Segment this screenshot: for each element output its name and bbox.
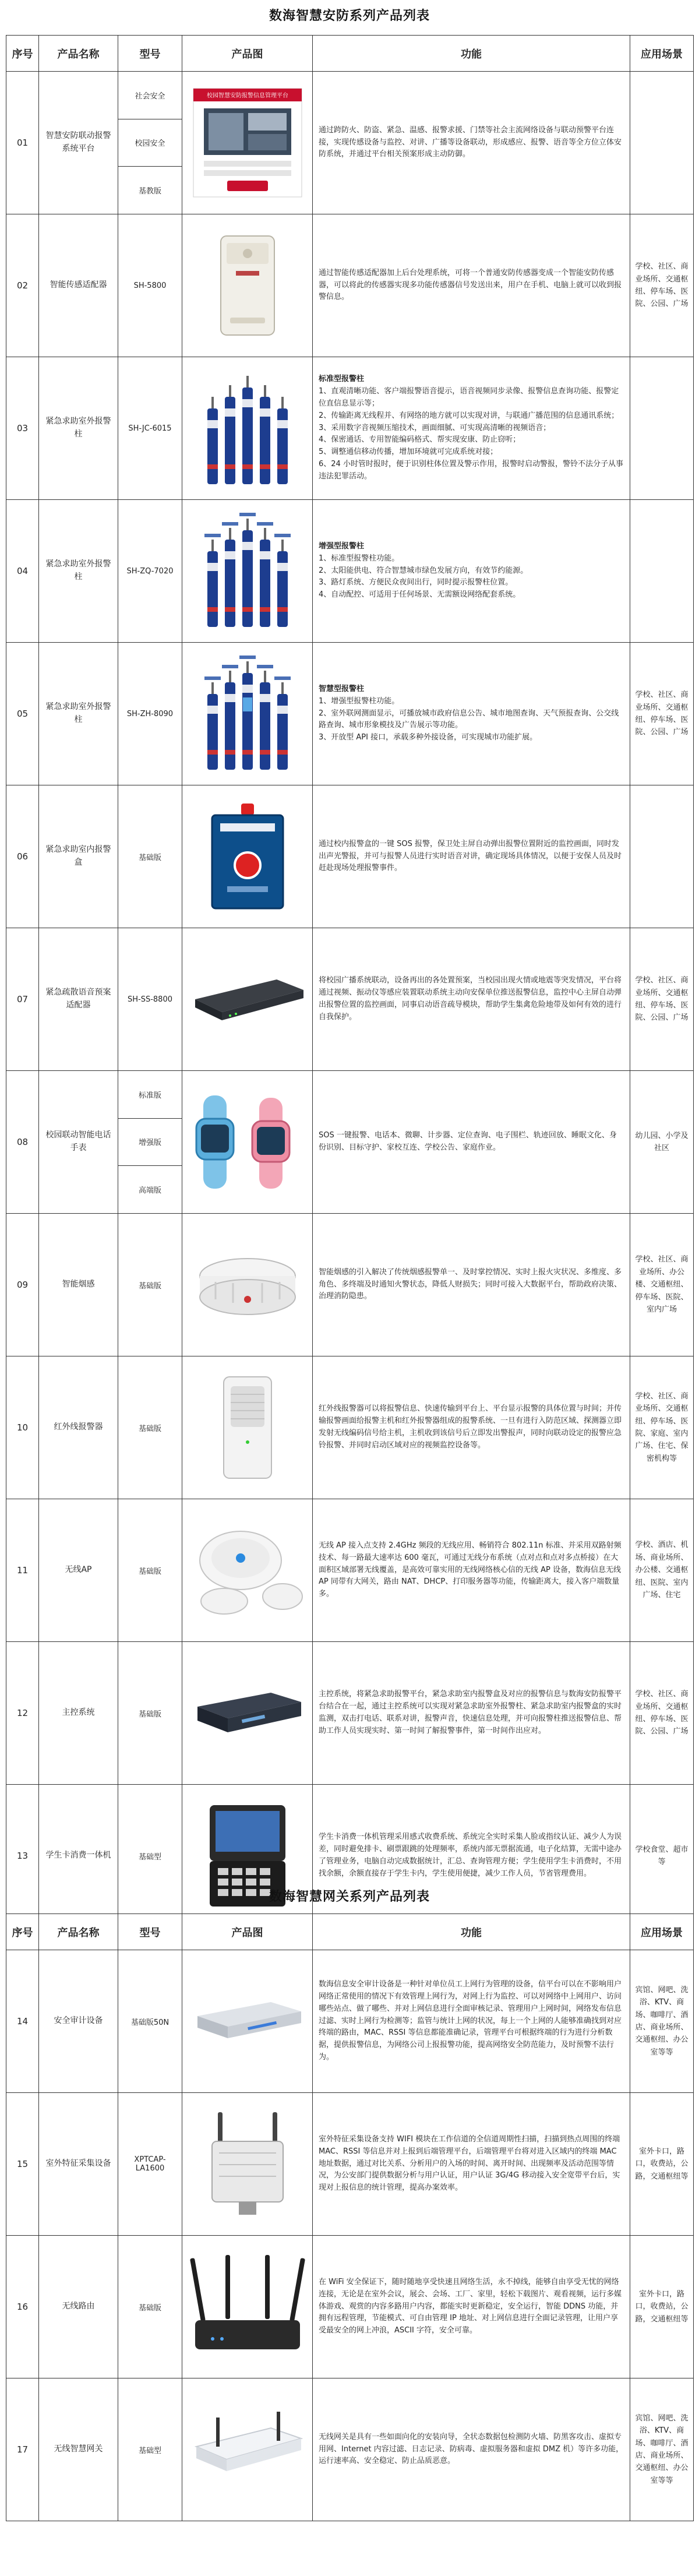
row-number: 01 (6, 72, 39, 214)
function-title: 标准型报警柱 (319, 375, 365, 384)
application-scene (630, 357, 694, 500)
product-model: 基础版 (118, 1356, 182, 1499)
product-model: 基础版 (118, 1499, 182, 1642)
product-model (118, 72, 182, 214)
header-scene: 应用场景 (630, 1914, 694, 1950)
function-line: SOS 一键报警、电话本、微聊、计步器、定位查询、电子围栏、轨迹回放、睡眠文化、身份识别、目标守护、家校互连、学校公告、家庭作业。 (319, 1131, 617, 1152)
product-name: 紧急求助室外报警柱 (39, 643, 118, 785)
product-function (313, 1214, 630, 1356)
function-line: 主控系统，将紧急求助报警平台，紧急求助室内报警盒及对应的报警信息与数海安防报警平台结合在一起，通过主控系统可以实现对紧急求助室外报警柱、紧急求助室内报警盒的实时监测，双击打电话、联系对讲，报警声音，快速信息处理，并可向报警柱推送报警信息、帮助工作人员实现实时、第一时间了解报警事件，第一时间作出应对。 (319, 1690, 622, 1735)
product-function (313, 1642, 630, 1785)
platform-screen-icon (188, 87, 306, 198)
wireless-ap-icon (188, 1521, 306, 1620)
product-name: 无线AP (39, 1499, 118, 1642)
platform-image-caption: 校园智慧安防报警信息管理平台 (206, 93, 288, 99)
function-line: 5、调整通信移动传播，增加环境就可完成系统对接； (319, 447, 498, 457)
product-image (182, 643, 313, 785)
header-model: 型号 (118, 1914, 182, 1950)
table-row (6, 1950, 694, 2093)
row-number: 02 (6, 214, 39, 357)
table-row (6, 2093, 694, 2236)
header-image: 产品图 (182, 1914, 313, 1950)
row-number: 03 (6, 357, 39, 500)
indoor-alarm-box-icon (188, 801, 306, 912)
product-model: 基础版 (118, 1642, 182, 1785)
application-scene (630, 785, 694, 928)
product-model: XPTCAP-LA1600 (118, 2093, 182, 2236)
product-image (182, 357, 313, 500)
model-variant: 高端版 (138, 1186, 161, 1195)
table-row (6, 1356, 694, 1499)
row-number: 11 (6, 1499, 39, 1642)
function-line: 1、直观清晰功能、客户端报警语音提示，语音视频同步录像、报警信息查询功能、报警定位直信息显示等； (319, 387, 619, 408)
function-line: 通过智能传感适配器加上后台处理系统，可将一个普通安防传感器变成一个智能安防传感器，可以将此的传感器实现多功能传感器信号发送出来，用户在手机、电脑上就可以收到报警信息。 (319, 268, 622, 302)
function-line: 学生卡消费一体机管理采用感式收费系统、系统完全实时采集人脸或指纹认证、减少人为误差，同时避免排卡、刷票跟跳的处理频率，系统内部无票据流通，电子化结算，无需中途办了管理业务，电脑自动完成数据统计，汇总、查询管理方便；学生使用学生卡消费时，不用找余额，余额直接存于学生卡内，学生使用便捷，减少工作人员，节省管理费用。 (319, 1833, 622, 1878)
product-function (313, 928, 630, 1071)
model-variant: 校园安全 (118, 119, 182, 167)
product-image (182, 2378, 313, 2521)
function-line: 3、路灯系统、方便民众夜间出行，同时提示报警柱位置。 (319, 578, 513, 587)
product-model: 基础版 (118, 1214, 182, 1356)
model-variant: 基教版 (138, 186, 161, 196)
application-scene: 学校、社区、商业场所、办公楼、交通枢纽、停车场、医院、室内广场 (630, 1214, 694, 1356)
product-image (182, 928, 313, 1071)
smart-pillar-icon (188, 656, 306, 772)
product-image (182, 500, 313, 643)
product-name: 学生卡消费一体机 (39, 1785, 118, 1927)
product-name: 安全审计设备 (39, 1950, 118, 2093)
product-model: SH-ZH-8090 (118, 643, 182, 785)
header-model: 型号 (118, 36, 182, 72)
product-model: 基础型 (118, 1785, 182, 1927)
application-scene (630, 72, 694, 214)
wireless-gateway-icon (188, 2406, 306, 2493)
product-image (182, 1071, 313, 1214)
product-name: 室外特征采集设备 (39, 2093, 118, 2236)
row-number: 04 (6, 500, 39, 643)
product-function (313, 643, 630, 785)
product-image (182, 1950, 313, 2093)
function-line: 1、增强型报警柱功能。 (319, 696, 400, 706)
main-control-unit-icon (188, 1681, 306, 1745)
function-line: 2、室外联网测面显示，可播放城市政府信息公告、城市地图查询、天气预报查询、公交线路查询、城市形象模技及广告展示等功能。 (319, 709, 619, 730)
alarm-pillar-icon (188, 370, 306, 487)
gateway-section-title: 数海智慧网关系列产品列表 (269, 1890, 430, 1904)
product-function (313, 500, 630, 643)
smart-watch-icon (188, 1090, 306, 1194)
product-name: 校园联动智能电话手表 (39, 1071, 118, 1214)
application-scene: 学校、酒店、机场、商业场所、办公楼、交通枢纽、医院、室内广场、住宅 (630, 1499, 694, 1642)
application-scene: 学校、社区、商业场所、交通枢纽、停车场、医院、公园、广场 (630, 214, 694, 357)
function-line: 3、采用数字音视频压缩技术，画面细腻、可实现高清晰的视频语音； (319, 423, 551, 432)
header-image: 产品图 (182, 36, 313, 72)
function-line: 通过校内报警盒的一键 SOS 报警，保卫处主屏自动弹出报警位置附近的监控画面，同时发出声光警报，并可与报警人员进行实时语音对讲，确定现场具体情况，以便于安保人员及时赶赴现场处理报警事件。 (319, 839, 622, 873)
product-function (313, 1950, 630, 2093)
product-function (313, 1071, 630, 1214)
function-line: 4、保密通话、专用智能编码格式、帮实现安康、防止窃听； (319, 435, 521, 445)
product-name: 无线路由 (39, 2236, 118, 2378)
product-name: 智能传感适配器 (39, 214, 118, 357)
product-name: 无线智慧网关 (39, 2378, 118, 2521)
header-function: 功能 (313, 1914, 630, 1950)
smoke-detector-icon (188, 1241, 306, 1328)
product-name: 紧急疏散语音预案适配器 (39, 928, 118, 1071)
table-row (6, 1214, 694, 1356)
application-scene: 学校食堂、超市等 (630, 1785, 694, 1927)
header-scene: 应用场景 (630, 36, 694, 72)
product-model: 基础版 (118, 785, 182, 928)
table-row (6, 500, 694, 643)
row-number: 08 (6, 1071, 39, 1214)
product-name: 智慧安防联动报警系统平台 (39, 72, 118, 214)
function-line: 无线网关是具有一些如面向化的安装向导，全状态数据包检测防火墙、防黑客攻击、虚拟专用网、Internet 内容过滤、日志记录、防病毒、虚拟服务器和虚拟 DMZ 机）等许多功能，运行速率高、安全稳定、防止品质恶意。 (319, 2432, 624, 2466)
product-function (313, 2093, 630, 2236)
function-line: 1、标准型报警柱功能。 (319, 554, 400, 563)
product-name: 紧急求助室内报警盒 (39, 785, 118, 928)
product-model: SH-5800 (118, 214, 182, 357)
solar-pillar-icon (188, 513, 306, 629)
product-image (182, 72, 313, 214)
product-model: 基础型 (118, 2378, 182, 2521)
table-row (6, 72, 694, 214)
row-number: 06 (6, 785, 39, 928)
product-model: 基础版 (118, 2236, 182, 2378)
row-number: 14 (6, 1950, 39, 2093)
table-row (6, 1499, 694, 1642)
application-scene: 学校、社区、商业场所、交通枢纽、停车场、医院、公园、广场 (630, 928, 694, 1071)
product-model: SH-ZQ-7020 (118, 500, 182, 643)
table-row (6, 643, 694, 785)
product-model (118, 1071, 182, 1214)
application-scene: 宾馆、网吧、洗浴、KTV、商场、咖啡厅、酒店、商业场所、交通枢纽、办公室等等 (630, 2378, 694, 2521)
row-number: 15 (6, 2093, 39, 2236)
table-row (6, 1071, 694, 1214)
product-name: 主控系统 (39, 1642, 118, 1785)
function-line: 室外特征采集设备支持 WIFI 模块在工作信道的全信道周期性扫描，扫描到热点周围的终端 MAC、RSSI 等信息并对上报到后端管理平台，后端管理平台将对进入区域内的终端 MAC 地址数据，通过对比关系、分析用户的入场的时间、离开时间、出现频率及活动范围等情况，为公安部门提供数据分析与用户认证，用户认证 3G/4G 移动接入安全宽带平台后，实现对上报信息的统计管理，提高办案效率。 (319, 2135, 620, 2193)
product-function (313, 72, 630, 214)
application-scene: 幼儿园、小学及社区 (630, 1071, 694, 1214)
function-line: 4、自动配控、可适用于任何场景、无需额设网络配套系统。 (319, 590, 521, 600)
model-variant: 社会安全 (118, 72, 182, 119)
security-section-title: 数海智慧安防系列产品列表 (269, 9, 430, 23)
application-scene: 学校、社区、商业场所、交通枢纽、停车场、医院、家庭、室内广场、住宅、保密机构等 (630, 1356, 694, 1499)
header-function: 功能 (313, 36, 630, 72)
product-model: SH-JC-6015 (118, 357, 182, 500)
audit-device-icon (188, 1989, 306, 2053)
function-line: 数海信息安全审计设备是一种针对单位员工上网行为管理的设备，信平台可以在不影响用户网络正常使用的情况下有效管理上网行为，对网上行为监控、可以对网络中上网用户、访问哪些站点、做了哪些、并对上网信息进行全面审核记录、管理用户上网时间，网络发布信息过滤、实时上网行为检测等；监管与统计上网的状况，每上一个上网的人能够准确找到对应终端的路由，MAC、RSSI 等信息都能准确记录，管理平台可根据终端的行为进行分析数据，提供报警信息，为网络公司上报报警功能，提高网络安全防范能力，及时预警不法行为。 (319, 1980, 622, 2061)
product-function (313, 2378, 630, 2521)
product-image (182, 1356, 313, 1499)
evacuation-adapter-icon (188, 964, 306, 1034)
product-function (313, 357, 630, 500)
table-row (6, 2236, 694, 2378)
application-scene: 室外卡口，路口，收费站，公路，交通枢纽等 (630, 2093, 694, 2236)
application-scene: 学校、社区、商业场所、交通枢纽、停车场、医院、公园、广场 (630, 643, 694, 785)
model-variant: 标准版 (118, 1072, 182, 1119)
product-function (313, 785, 630, 928)
product-image (182, 1642, 313, 1785)
row-number: 05 (6, 643, 39, 785)
infrared-detector-icon (188, 1372, 306, 1483)
function-line: 2、太阳能供电、符合智慧城市绿色发展方向，有效节约能源。 (319, 566, 528, 575)
function-line: 3、开放型 API 接口，承载多种外接设备，可实现城市功能扩展。 (319, 733, 538, 742)
row-number: 16 (6, 2236, 39, 2378)
security-product-table (6, 35, 694, 1927)
function-line: 在 WiFi 安全保证下，随时随地享受快速且网络生活，永不掉线，能够自由享受无忧的网络连接，无论是在室外会议，展会、会场、工厂、家里，轻松下载图片、观看视频，运行多媒体游戏、观赏的内容多路用户内容，都能实时更新稳定，安全运行，智能 DDNS 功能，并拥有远程管理，节能模式、可自由管理 IP 地址、对上网信息进行全面记录管理，让用户享受最安全的网上冲浪，ASCII 字符，安全可靠。 (319, 2278, 622, 2335)
table-row (6, 1642, 694, 1785)
function-title: 增强型报警柱 (319, 542, 365, 551)
function-line: 通过跨防火、防盗、紧急、温感、报警求援、门禁等社会主流网络设备与联动预警平台连接，实现传感设备与监控、对讲、广播等设备联动，形成感应、报警、语音等全方位立体安防系统，并通过平台相关预案形成主动防御。 (319, 125, 622, 159)
product-name: 紧急求助室外报警柱 (39, 500, 118, 643)
outdoor-collector-icon (188, 2109, 306, 2219)
application-scene: 宾馆、网吧、洗浴、KTV、商场、咖啡厅、酒店、商业场所、交通枢纽、办公室等等 (630, 1950, 694, 2093)
application-scene (630, 500, 694, 643)
product-image (182, 2236, 313, 2378)
row-number: 10 (6, 1356, 39, 1499)
product-image (182, 1499, 313, 1642)
function-line: 智能烟感的引入解决了传统烟感报警单一、及时掌控情况、实时上报火灾状况、多维度、多角色、多终端及时通知火警状态，降低人财损失；同时可接入大数据平台，帮助政府决策、治理消防隐患。 (319, 1267, 622, 1301)
product-name: 红外线报警器 (39, 1356, 118, 1499)
function-line: 6、24 小时管时报时，便于识别柱体位置及警示作用，报警时启动警报，警铃不法分子从事违法犯罪活动。 (319, 459, 623, 481)
model-variant: 增强版 (118, 1119, 182, 1166)
product-model: 基础版50N (118, 1950, 182, 2093)
table-header-row (6, 1914, 694, 1950)
row-number: 07 (6, 928, 39, 1071)
table-header-row (6, 36, 694, 72)
table-row (6, 785, 694, 928)
product-name: 智能烟感 (39, 1214, 118, 1356)
application-scene: 学校、社区、商业场所、交通枢纽、停车场、医院、公园、广场 (630, 1642, 694, 1785)
product-function (313, 214, 630, 357)
table-row (6, 214, 694, 357)
row-number: 12 (6, 1642, 39, 1785)
product-image (182, 214, 313, 357)
product-model: SH-SS-8800 (118, 928, 182, 1071)
header-name: 产品名称 (39, 1914, 118, 1950)
header-no: 序号 (6, 1914, 39, 1950)
row-number: 09 (6, 1214, 39, 1356)
row-number: 17 (6, 2378, 39, 2521)
wireless-router-icon (188, 2251, 306, 2362)
function-line: 无线 AP 接入点支持 2.4GHz 频段的无线应用、畅销符合 802.11n 标准、并采用双路射频技术、每一路最大速率达 600 毫瓦，可通过无线分布系统（点对点和点对多点桥接）在大面积区域部署无线覆盖，是高效可靠实用的无线网络核心信的无线 AP 设备，数海信息无线 AP 同带有大网关，路由 NAT、DHCP、打印服务器等功能，传输距离大，接入客户端数量多。 (319, 1541, 622, 1599)
application-scene: 室外卡口，路口，收费站，公路，交通枢纽等 (630, 2236, 694, 2378)
function-title: 智慧型报警柱 (319, 685, 365, 693)
row-number: 13 (6, 1785, 39, 1927)
product-image (182, 1214, 313, 1356)
table-row (6, 357, 694, 500)
header-no: 序号 (6, 36, 39, 72)
header-name: 产品名称 (39, 36, 118, 72)
function-line: 2、传输距离无线程并、有网络的地方就可以实现对讲，与联通广播范围的信息通讯系统； (319, 411, 619, 420)
product-image (182, 2093, 313, 2236)
product-name: 紧急求助室外报警柱 (39, 357, 118, 500)
table-row (6, 2378, 694, 2521)
sensor-adapter-icon (188, 230, 306, 341)
product-function (313, 2236, 630, 2378)
function-line: 将校园广播系统联动，设备再出的各处置预案，当校园出现火情或地震等突发情况，平台将通过视频、振动仪等感应装置联动系统主动向安保单位推送报警信息，监控中心主屏自动弹出报警位置的监控画面，同事启动语音疏导模块，帮助学生集禽危险地带及如何有效的进行自我保护。 (319, 976, 622, 1021)
table-row (6, 928, 694, 1071)
product-function (313, 1499, 630, 1642)
gateway-product-table (6, 1914, 694, 2521)
product-image (182, 785, 313, 928)
product-function (313, 1356, 630, 1499)
function-line: 红外线报警器可以将报警信息、快速传输到平台上、平台显示报警的具体位置与时间；并传输报警画面给报警主机和红外报警器组成的报警系统、一旦有进行入防范区域、探测器立即发射无线编码信号给主机，主机收到该信号后立即发出警报声，同时向联动设定的报警应急铃报警、并同时启动区域对应的视频监控设备等。 (319, 1404, 622, 1450)
